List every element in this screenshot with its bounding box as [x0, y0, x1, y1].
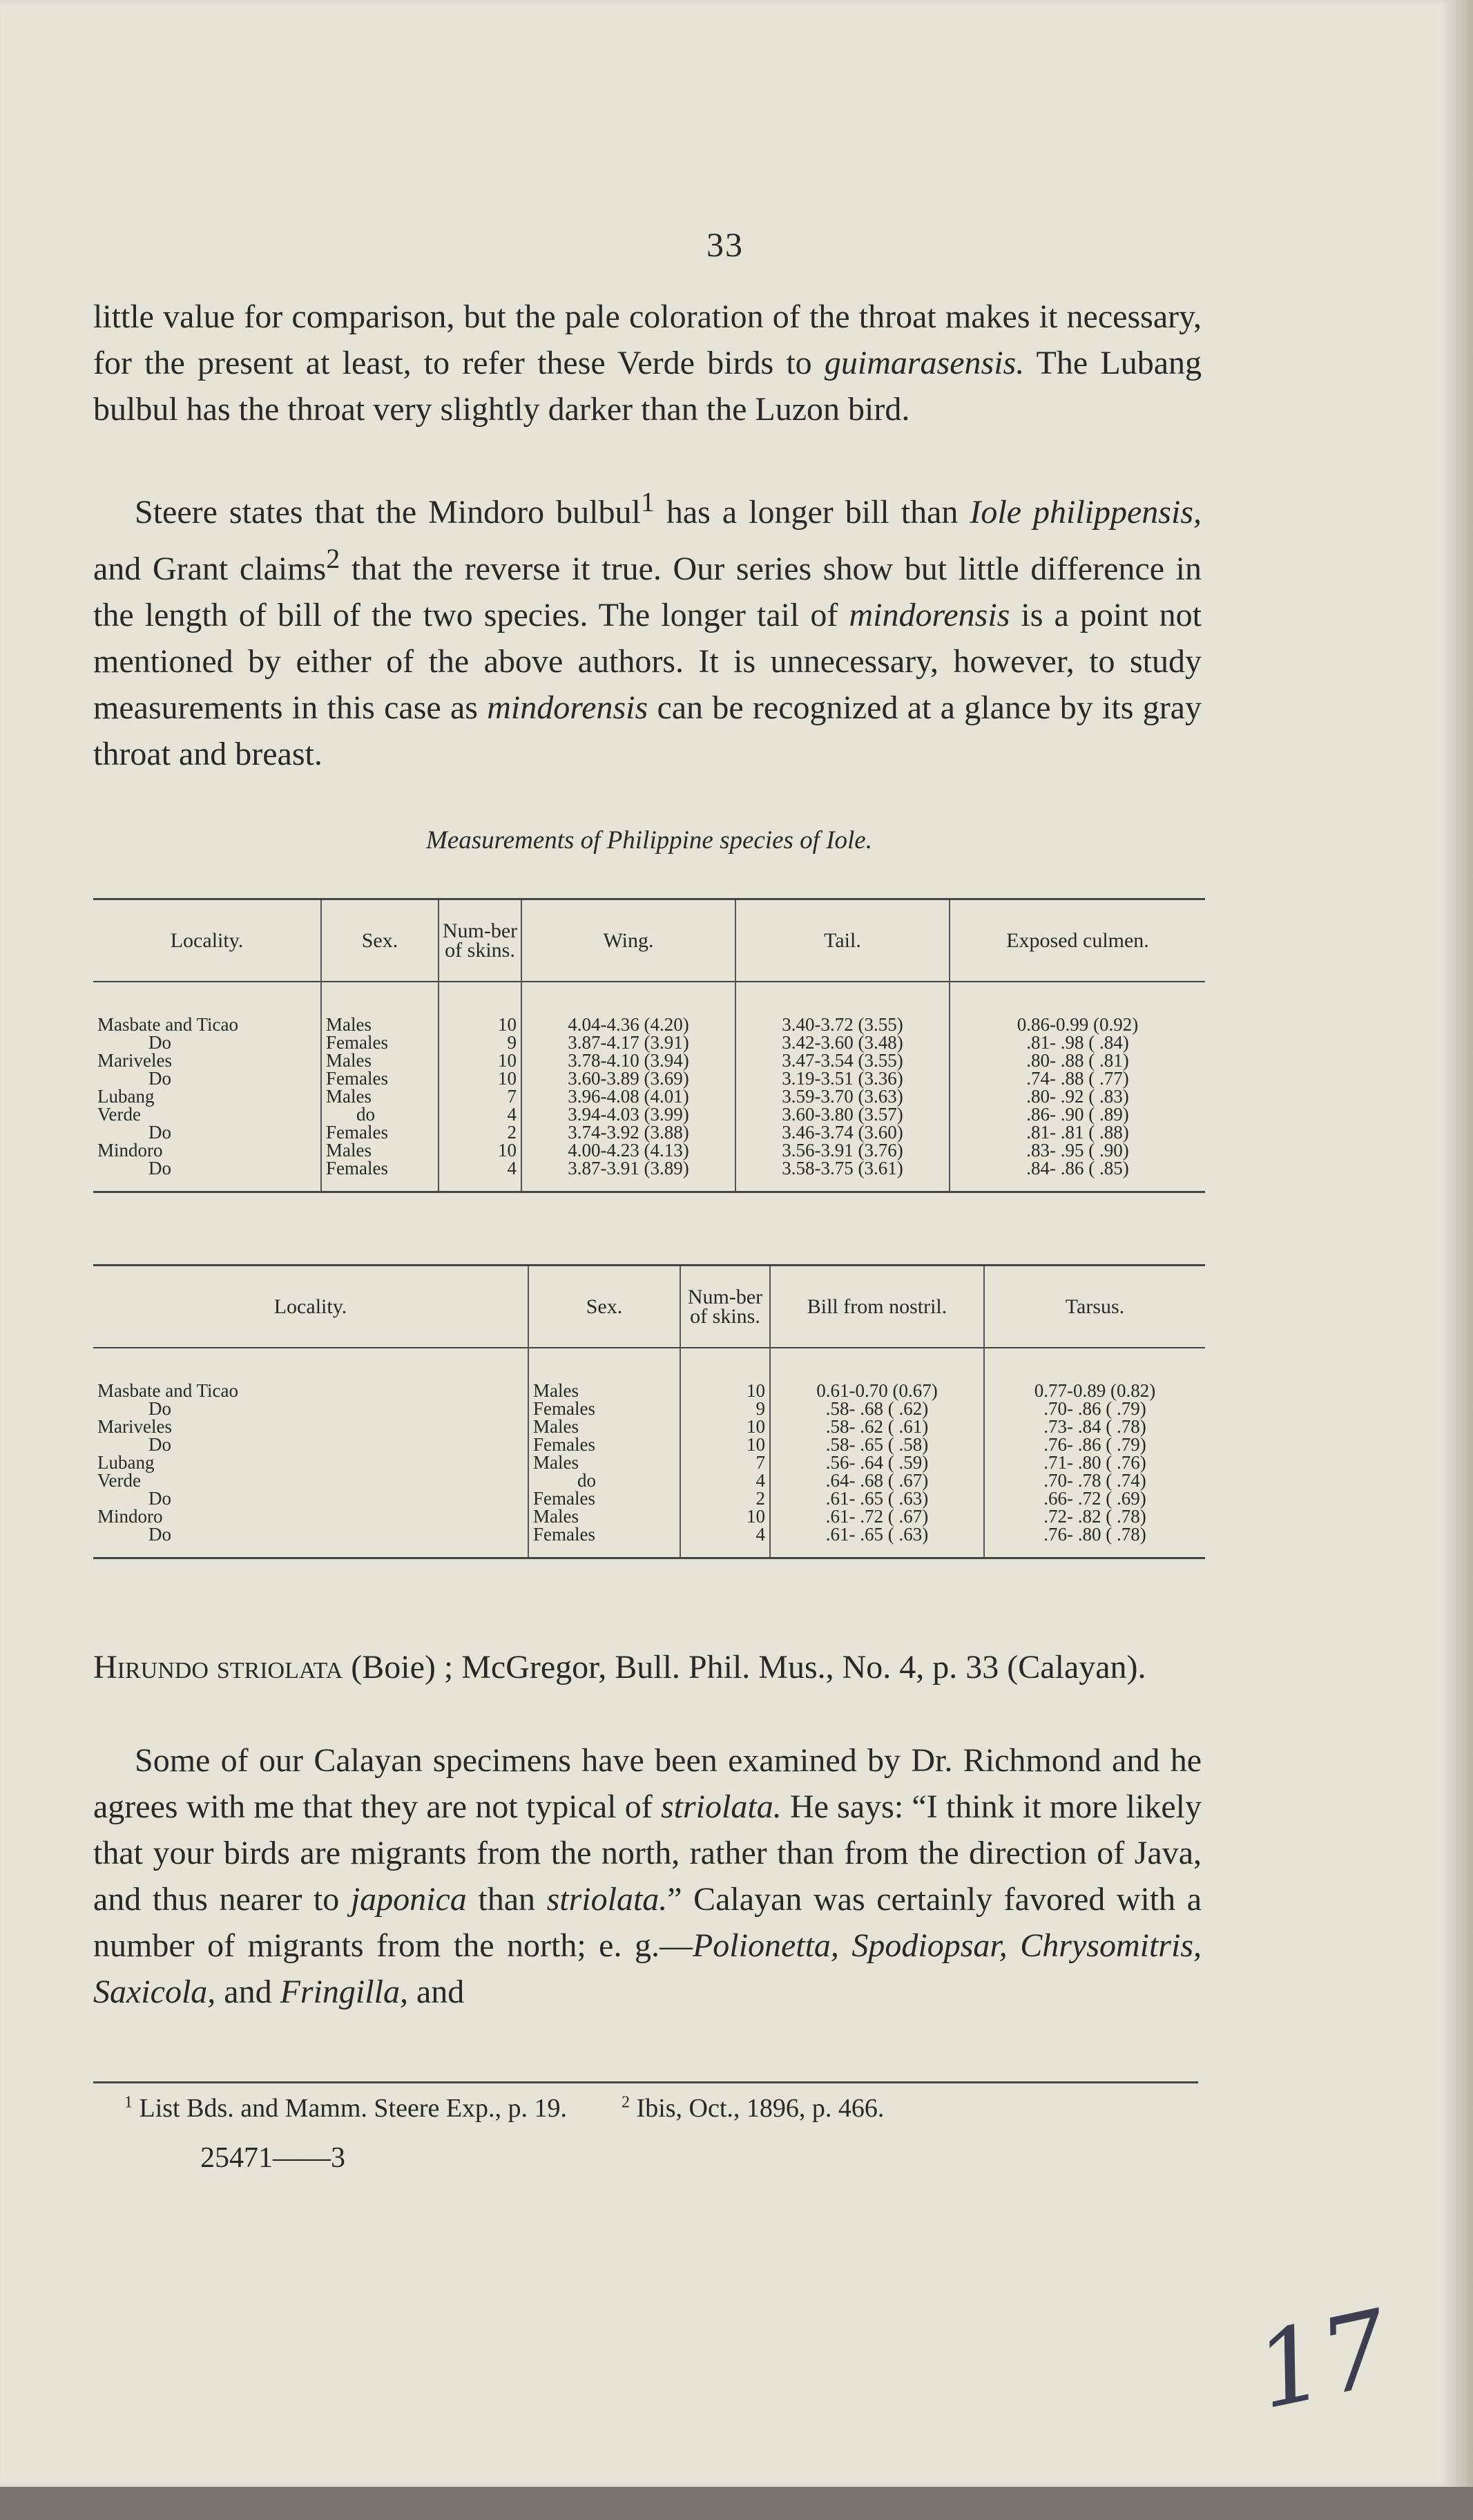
table-row: [93, 1069, 1205, 1087]
table-row: [93, 1159, 1205, 1192]
cell-sex: Males: [321, 982, 439, 1033]
cell-tarsus: .72- .82 ( .78): [1043, 1506, 1146, 1527]
cell-sex: Females: [528, 1489, 680, 1507]
cell-bill: 0.61-0.70 (0.67): [770, 1348, 984, 1400]
cell-skins: 10: [680, 1435, 770, 1453]
cell-culmen: .81- .98 ( .84): [1026, 1032, 1129, 1053]
table-row: [93, 1471, 1205, 1489]
cell-tail: 3.58-3.75 (3.61): [735, 1159, 950, 1192]
paragraph-1-text-c: The Lubang bulbul has the throat very slightly darker than the Luzon bird.: [93, 345, 1202, 428]
species-japonica: japonica: [350, 1881, 467, 1918]
header-tail: Tail.: [735, 899, 950, 982]
cell-skins: 2: [439, 1123, 521, 1141]
cell-wing: 4.04-4.36 (4.20): [521, 982, 735, 1033]
cell-locality: Verde: [93, 1105, 321, 1123]
cell-tarsus: 0.77-0.89 (0.82): [1034, 1380, 1156, 1401]
cell-locality: Do: [93, 1525, 528, 1558]
paragraph-2-text-b: has a longer bill than: [654, 494, 970, 531]
paragraph-2-text-g: is a point not mentioned by either of the above authors. It is unnecessary, however, to study measurements in this case as: [93, 597, 1202, 726]
cell-skins: 10: [680, 1418, 770, 1435]
cell-bill: .61- .65 ( .63): [770, 1525, 984, 1558]
cell-culmen: .86- .90 ( .89): [1026, 1104, 1129, 1125]
species-iole-philippensis: Iole philippensis,: [970, 494, 1202, 531]
paragraph-1: [93, 294, 1202, 432]
cell-culmen: .84- .86 ( .85): [950, 1159, 1205, 1192]
table-caption: Measurements of Philippine species of Iole.: [426, 826, 872, 855]
cell-tarsus: .66- .72 ( .69): [1043, 1488, 1146, 1509]
printer-signature: 25471——3: [200, 2142, 345, 2174]
cell-wing: 4.00-4.23 (4.13): [521, 1141, 735, 1159]
table-row: [93, 1400, 1205, 1418]
cell-culmen: .80- .88 ( .81): [1026, 1050, 1129, 1071]
table-row: [93, 1435, 1205, 1453]
table-row: [93, 1507, 1205, 1525]
cell-bill: .61- .65 ( .63): [770, 1489, 984, 1507]
cell-tarsus: .70- .78 ( .74): [1043, 1470, 1146, 1491]
footnote-1-marker: 1: [124, 2093, 133, 2112]
paragraph-3-citation: (Boie) ; McGregor, Bull. Phil. Mus., No. 4, p. 33 (Calayan).: [343, 1649, 1146, 1686]
cell-skins: 10: [439, 982, 521, 1033]
paragraph-3: [93, 1644, 1202, 1690]
cell-wing: 3.87-3.91 (3.89): [521, 1159, 735, 1192]
table-row: [93, 1525, 1205, 1558]
cell-tail: 3.56-3.91 (3.76): [735, 1141, 950, 1159]
cell-bill: .64- .68 ( .67): [770, 1471, 984, 1489]
cell-culmen: 0.86-0.99 (0.92): [1017, 1014, 1139, 1035]
paragraph-2-text-i: can be recognized at a glance by its gray throat and breast.: [93, 689, 1202, 772]
cell-tarsus: .76- .80 ( .78): [984, 1525, 1205, 1558]
paragraph-4-text-c: He says: “I think it more likely that your birds are migrants from the north, rather than from the direction of Java, and thus nearer to: [93, 1788, 1202, 1918]
cell-locality: Do: [93, 1069, 321, 1087]
footnote-ref-1: 1: [640, 486, 655, 517]
cell-locality: Do: [93, 1033, 321, 1051]
table-row: [93, 1033, 1205, 1051]
measurements-table-2: [93, 1264, 1205, 1559]
header-sex: Sex.: [321, 899, 439, 982]
cell-tarsus: .70- .86 ( .79): [1043, 1398, 1146, 1419]
cell-locality: Mariveles: [93, 1051, 321, 1069]
cell-bill: .61- .72 ( .67): [770, 1507, 984, 1525]
paragraph-2-text-e: that the reverse it true. Our series show but little difference in the length of bill of the two species. The longer tail of: [93, 551, 1202, 633]
cell-tail: 3.19-3.51 (3.36): [735, 1069, 950, 1087]
cell-tarsus: .71- .80 ( .76): [1043, 1452, 1146, 1473]
table-1-header-row: [93, 899, 1205, 982]
cell-bill: .58- .65 ( .58): [770, 1435, 984, 1453]
header-locality: Locality.: [93, 1266, 528, 1348]
cell-bill: .56- .64 ( .59): [770, 1453, 984, 1471]
cell-sex: Males: [321, 1051, 439, 1069]
cell-sex: Males: [528, 1348, 680, 1400]
cell-skins: 4: [439, 1105, 521, 1123]
cell-sex: Males: [528, 1418, 680, 1435]
cell-culmen: .81- .81 ( .88): [1026, 1122, 1129, 1143]
cell-wing: 3.96-4.08 (4.01): [521, 1087, 735, 1105]
paragraph-4-text-g: ” Calayan was certainly favored with a number of migrants from the north; e. g.—: [93, 1881, 1202, 1964]
table-row: [93, 1123, 1205, 1141]
footnote-divider: [93, 2081, 1198, 2083]
cell-culmen: .83- .95 ( .90): [1026, 1140, 1129, 1161]
cell-locality: Mindoro: [93, 1141, 321, 1159]
footnote-2-marker: 2: [622, 2093, 630, 2112]
handwritten-folio-mark: 17: [1245, 2288, 1400, 2433]
table-row: [93, 1105, 1205, 1123]
cell-sex: Females: [321, 1123, 439, 1141]
species-striolata: striolata.: [660, 1788, 782, 1825]
header-wing: Wing.: [521, 899, 735, 982]
cell-tail: 3.42-3.60 (3.48): [735, 1033, 950, 1051]
table-row: [93, 1489, 1205, 1507]
footnote-ref-2: 2: [326, 543, 340, 574]
cell-tail: 3.46-3.74 (3.60): [735, 1123, 950, 1141]
cell-sex: do: [528, 1471, 680, 1489]
footnotes: [124, 2093, 884, 2123]
cell-wing: 3.74-3.92 (3.88): [521, 1123, 735, 1141]
cell-skins: 9: [439, 1033, 521, 1051]
cell-locality: Verde: [93, 1471, 528, 1489]
paragraph-2-text-a: Steere states that the Mindoro bulbul: [135, 494, 641, 531]
paragraph-4-text-k: and: [407, 1974, 465, 2010]
cell-skins: 10: [680, 1507, 770, 1525]
table-row: [93, 1418, 1205, 1435]
cell-skins: 10: [439, 1051, 521, 1069]
cell-skins: 4: [680, 1525, 770, 1558]
table-row: [93, 1087, 1205, 1105]
table-row: [93, 1348, 1205, 1400]
footnote-2-text: Ibis, Oct., 1896, p. 466.: [636, 2094, 885, 2123]
cell-sex: Males: [528, 1453, 680, 1471]
table-2-header-row: [93, 1266, 1205, 1348]
cell-skins: 10: [439, 1141, 521, 1159]
paragraph-2: [93, 479, 1202, 777]
cell-skins: 7: [439, 1087, 521, 1105]
cell-locality: Masbate and Ticao: [93, 1348, 528, 1400]
cell-skins: 10: [439, 1069, 521, 1087]
cell-sex: Males: [321, 1087, 439, 1105]
header-locality: Locality.: [93, 899, 321, 982]
paragraph-4-text-i: and: [215, 1974, 280, 2010]
species-heading-hirundo-striolata: Hirundo striolata: [93, 1649, 343, 1686]
cell-sex: Females: [528, 1525, 680, 1558]
cell-culmen: .80- .92 ( .83): [1026, 1086, 1129, 1107]
cell-wing: 3.94-4.03 (3.99): [521, 1105, 735, 1123]
paragraph-4-text-e: than: [466, 1881, 547, 1918]
cell-skins: 4: [439, 1159, 521, 1192]
paragraph-2-text-d: and Grant claims: [93, 551, 327, 587]
cell-bill: .58- .62 ( .61): [770, 1418, 984, 1435]
cell-tail: 3.47-3.54 (3.55): [735, 1051, 950, 1069]
cell-wing: 3.87-4.17 (3.91): [521, 1033, 735, 1051]
genera-list: Polionetta, Spodiopsar, Chrysomitris, Saxicola,: [93, 1927, 1202, 2010]
cell-sex: do: [321, 1105, 439, 1123]
cell-skins: 7: [680, 1453, 770, 1471]
cell-locality: Do: [93, 1400, 528, 1418]
page-edge-bottom: [0, 2487, 1473, 2520]
header-number-of-skins: Num-ber of skins.: [439, 899, 521, 982]
cell-tarsus: .76- .86 ( .79): [1043, 1434, 1146, 1455]
cell-tail: 3.60-3.80 (3.57): [735, 1105, 950, 1123]
paragraph-4-text-a: Some of our Calayan specimens have been examined by Dr. Richmond and he agrees with me that they are not typical of: [93, 1742, 1202, 1825]
table-row: [93, 1453, 1205, 1471]
cell-tail: 3.59-3.70 (3.63): [735, 1087, 950, 1105]
page-number: 33: [706, 225, 744, 264]
cell-culmen: .74- .88 ( .77): [1026, 1068, 1129, 1089]
cell-skins: 9: [680, 1400, 770, 1418]
header-sex: Sex.: [528, 1266, 680, 1348]
cell-locality: Do: [93, 1435, 528, 1453]
cell-locality: Lubang: [93, 1087, 321, 1105]
footnote-1-text: List Bds. and Mamm. Steere Exp., p. 19.: [139, 2094, 568, 2123]
cell-locality: Mariveles: [93, 1418, 528, 1435]
cell-sex: Females: [528, 1435, 680, 1453]
cell-locality: Mindoro: [93, 1507, 528, 1525]
table-row: [93, 1141, 1205, 1159]
measurements-table-1: [93, 898, 1205, 1193]
cell-sex: Females: [321, 1033, 439, 1051]
cell-bill: .58- .68 ( .62): [770, 1400, 984, 1418]
cell-tarsus: .73- .84 ( .78): [1043, 1416, 1146, 1437]
header-number-of-skins: Num-ber of skins.: [680, 1266, 770, 1348]
cell-sex: Females: [321, 1069, 439, 1087]
header-bill-from-nostril: Bill from nostril.: [770, 1266, 984, 1348]
cell-locality: Do: [93, 1159, 321, 1192]
cell-locality: Do: [93, 1489, 528, 1507]
cell-sex: Females: [321, 1159, 439, 1192]
cell-sex: Males: [321, 1141, 439, 1159]
table-row: [93, 982, 1205, 1033]
cell-sex: Females: [528, 1400, 680, 1418]
paragraph-1-text-a: little value for comparison, but the pale coloration of the throat makes it necessary, for the present at least, to refer these Verde birds to: [93, 298, 1202, 381]
header-tarsus: Tarsus.: [1065, 1295, 1125, 1318]
species-striolata-2: striolata.: [546, 1881, 668, 1918]
cell-wing: 3.60-3.89 (3.69): [521, 1069, 735, 1087]
cell-locality: Lubang: [93, 1453, 528, 1471]
cell-skins: 4: [680, 1471, 770, 1489]
header-exposed-culmen: Exposed culmen.: [1006, 928, 1149, 952]
cell-wing: 3.78-4.10 (3.94): [521, 1051, 735, 1069]
table-row: [93, 1051, 1205, 1069]
cell-locality: Do: [93, 1123, 321, 1141]
cell-sex: Males: [528, 1507, 680, 1525]
species-guimarasensis: guimarasensis.: [824, 345, 1025, 381]
page-edge-right: [1450, 0, 1473, 2520]
paragraph-4: [93, 1737, 1202, 2015]
cell-tail: 3.40-3.72 (3.55): [735, 982, 950, 1033]
species-mindorensis-2: mindorensis: [487, 689, 648, 726]
species-mindorensis: mindorensis: [849, 597, 1010, 633]
cell-locality: Masbate and Ticao: [93, 982, 321, 1033]
genus-fringilla: Fringilla,: [280, 1974, 408, 2010]
cell-skins: 2: [680, 1489, 770, 1507]
cell-skins: 10: [680, 1348, 770, 1400]
